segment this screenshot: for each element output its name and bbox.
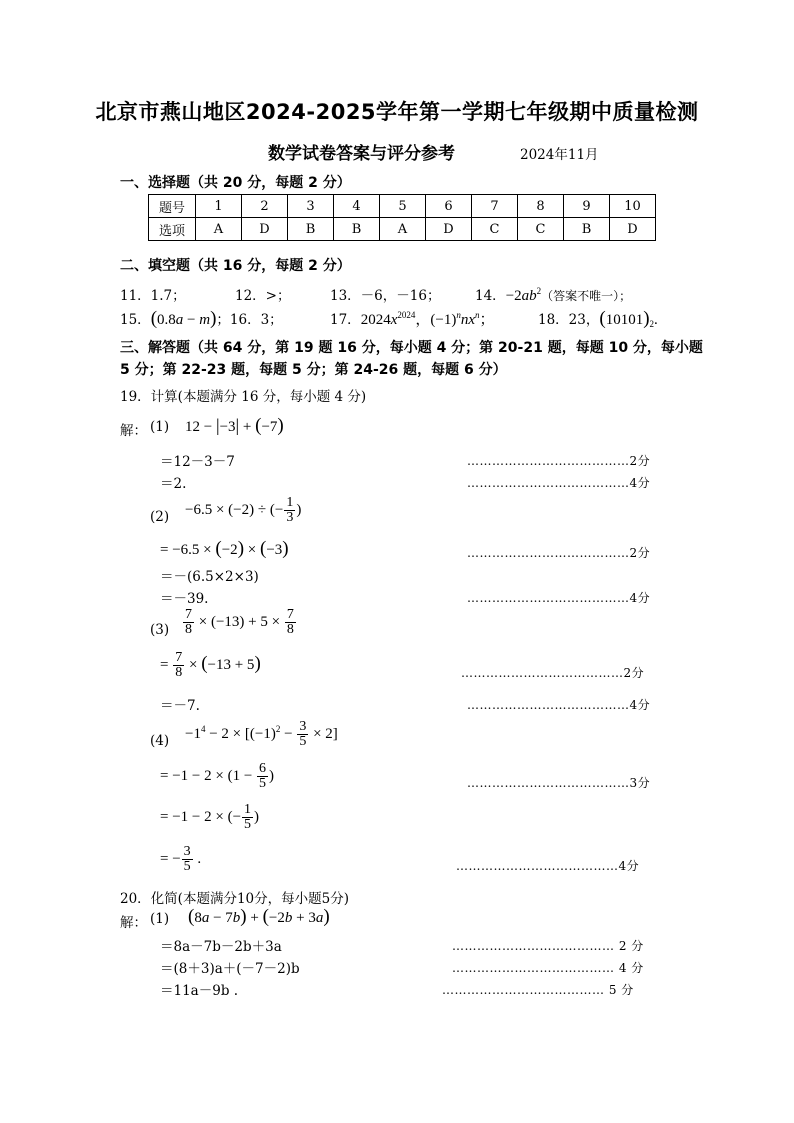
q19-1-step1: ＝12－3－7 [160,454,235,470]
section3-heading-line2: 5 分；第 22-23 题，每题 5 分；第 24-26 题，每题 6 分） [120,362,507,378]
q19-4-step2: = −1 − 2 × (− $\frac{1}{5}$ ) [160,802,260,832]
page-title: 北京市燕山地区2024-2025学年第一学期七年级期中质量检测 [95,100,699,124]
table-cell: A [196,218,242,241]
q14-note: （答案不唯一）； [541,289,632,303]
part-label: (2) [150,509,170,525]
table-cell: B [288,218,334,241]
answer-q12: 12．>； [235,288,291,304]
section1-heading: 一、选择题（共 20 分，每题 2 分） [120,175,351,191]
page-subtitle: 数学试卷答案与评分参考 [268,144,455,164]
q19-4-expression: $-1^4 - 2 \times [(-1)^2$ − $\frac{3}{5}$ × 2] [185,719,338,749]
table-cell: 10 [610,195,656,218]
part-label: (4) [150,733,170,749]
table-cell: D [610,218,656,241]
table-cell: D [426,218,472,241]
q20-1-step3: ＝11a－9b . [160,983,239,999]
score-mark: ………………………………… 2 分 [452,939,644,953]
table-cell: B [564,218,610,241]
answer-q15-q16 [120,308,283,330]
score-mark: ………………………………… 5 分 [442,983,634,997]
answer-q11: 11．1.7； [120,288,186,304]
q19-2-expression: −6.5 × (−2) ÷ (− $\frac{1}{3}$ ) [185,495,302,525]
table-cell: 1 [196,195,242,218]
q20-1-step1: ＝8a－7b－2b＋3a [160,939,282,955]
q19-1-expression: 12 − |−3| + (−7) [185,415,284,436]
table-cell: 8 [518,195,564,218]
table-row [149,195,656,218]
score-mark: …………………………………4分 [467,591,651,605]
score-mark: …………………………………2分 [461,666,645,680]
q18-number: 18．23， [538,312,600,328]
answer-q14 [475,284,631,305]
q19-4-step3: = − $\frac{3}{5}$ . [160,844,202,874]
table-cell: 题号 [149,195,196,218]
q16-answer: ；16．3； [216,312,283,328]
q15-expression: (0.8a − m) [150,308,217,329]
q19-3-expression: $\frac{7}{8}$ × (−13) + 5 × $\frac{7}{8}$ [185,607,294,637]
answer-q18 [538,308,658,330]
score-mark: ………………………………… 4 分 [452,961,644,975]
table-cell: 6 [426,195,472,218]
solution-label: 解： [120,915,147,931]
q15-number: 15． [120,312,151,328]
table-cell: 2 [242,195,288,218]
solution-label: 解： [120,423,147,439]
q19-2-step2: ＝－(6.5×2×3) [160,569,259,585]
part-label: (1) [150,911,170,927]
q19-1-step2: ＝2. [160,476,187,492]
table-row [149,218,656,241]
q19-title: 19．计算(本题满分 16 分，每小题 4 分) [120,389,367,405]
score-mark: …………………………………2分 [467,546,651,560]
q20-title: 20．化简(本题满分10分，每小题5分) [120,891,349,907]
q20-1-step2: ＝(8＋3)a＋(－7－2)b [160,961,300,977]
score-mark: …………………………………3分 [467,776,651,790]
q17-number: 17． [330,312,361,328]
table-cell: D [242,218,288,241]
table-cell: C [518,218,564,241]
answer-q13: 13．－6，－16； [330,288,441,304]
q19-2-step1: = −6.5 × (−2) × (−3) [160,538,289,559]
table-cell: 3 [288,195,334,218]
section2-heading: 二、填空题（共 16 分，每题 2 分） [120,258,351,274]
exam-date: 2024年11月 [520,147,599,163]
answer-table [148,194,656,241]
table-cell: 9 [564,195,610,218]
part-label: (3) [150,622,170,638]
q20-1-expression: (8a − 7b) + (−2b + 3a) [188,906,330,927]
score-mark: …………………………………4分 [456,859,640,873]
section3-heading-line1: 三、解答题（共 64 分，第 19 题 16 分，每小题 4 分；第 20-21 题，每题 10 分，每小题 [120,340,703,356]
table-cell: C [472,218,518,241]
q19-2-step3: ＝－39. [160,591,209,607]
table-cell: A [380,218,426,241]
table-cell: 4 [334,195,380,218]
score-mark: …………………………………4分 [467,476,651,490]
score-mark: …………………………………2分 [467,454,651,468]
q19-3-step1: = $\frac{7}{8}$ × (−13 + 5) [160,650,261,680]
q19-4-step1: = −1 − 2 × (1 − $\frac{6}{5}$ ) [160,761,275,791]
table-cell: 选项 [149,218,196,241]
q14-expression: $-2ab^2$ [505,286,542,304]
score-mark: …………………………………4分 [467,698,651,712]
answer-q17 [330,308,495,329]
q19-3-step2: ＝－7. [160,698,200,714]
q18-expression: $(10101)_2$. [599,308,658,329]
part-label: (1) [150,419,170,435]
q17-expression: $2024x^{2024}$，$(-1)^nnx^n$； [360,310,495,328]
q14-number: 14． [475,288,506,304]
table-cell: 7 [472,195,518,218]
table-cell: B [334,218,380,241]
table-cell: 5 [380,195,426,218]
